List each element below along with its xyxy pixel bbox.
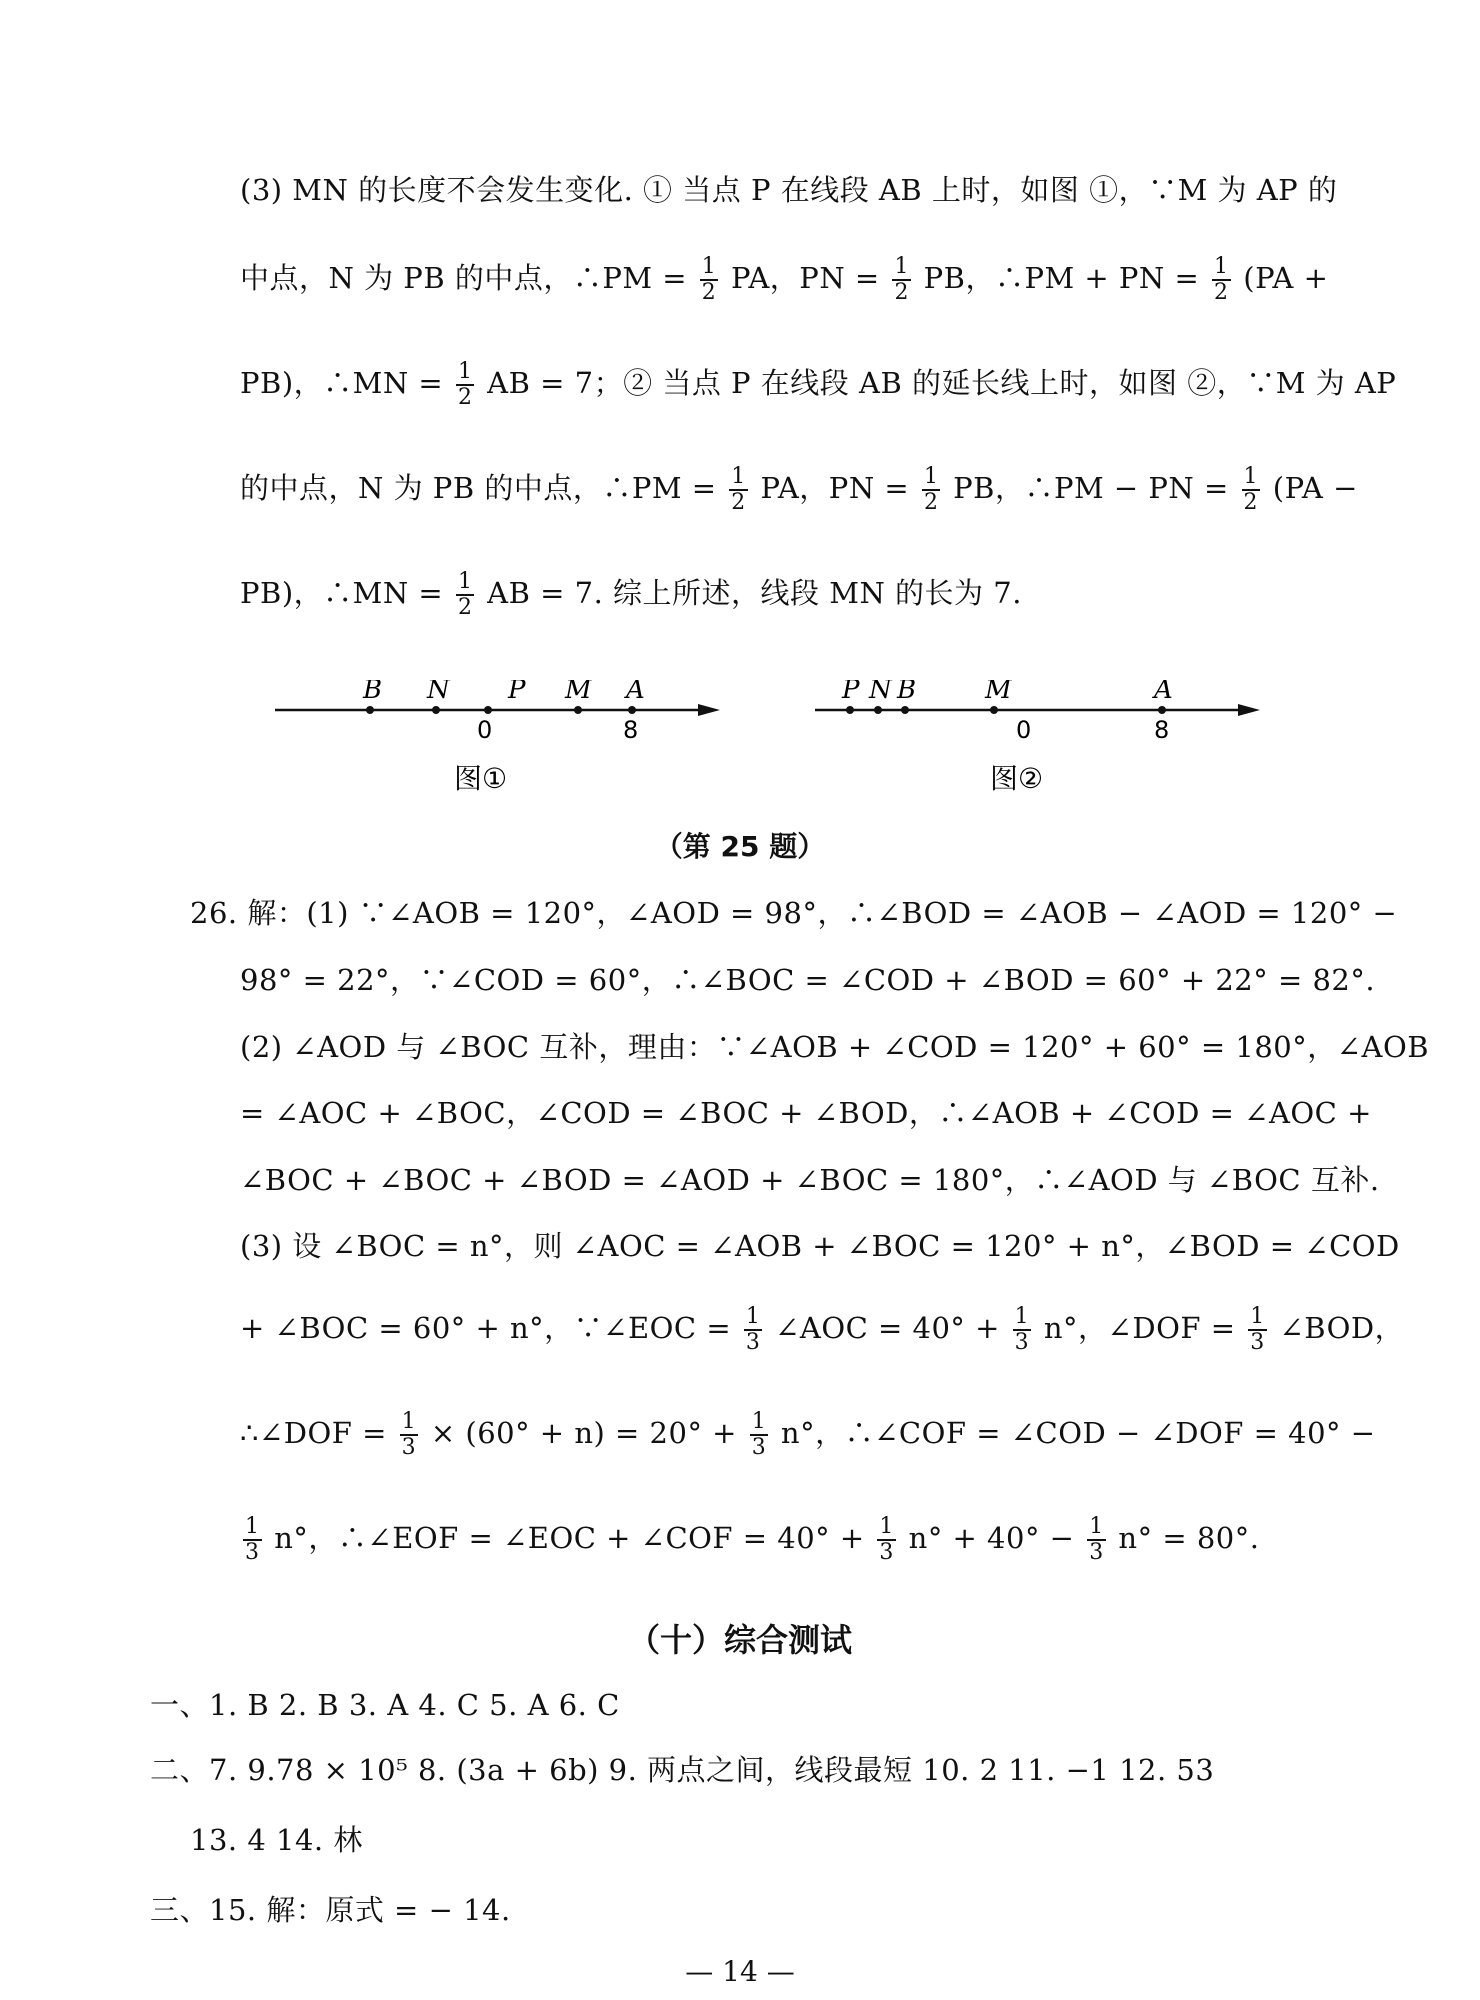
text: n° = 80°. [1118, 1521, 1260, 1555]
tick-8: 8 [623, 716, 639, 744]
p26-line-7 [240, 1305, 1404, 1355]
fraction-half: $\frac{1}{2}$ [1214, 254, 1229, 305]
point-B [366, 706, 374, 714]
fraction-third: $\frac{1}{3}$ [245, 1514, 260, 1565]
text: PB，∴PM + PN = [923, 261, 1200, 295]
text: PB)，∴MN = [240, 366, 444, 400]
fraction-half: $\frac{1}{2}$ [894, 254, 909, 305]
text: PA，PN = [731, 261, 880, 295]
text: ∠AOC = 40° + [775, 1311, 1000, 1345]
fraction-half: $\frac{1}{2}$ [923, 464, 939, 515]
point-P [484, 706, 492, 714]
text: n° + 40° − [908, 1521, 1075, 1555]
fraction-third: $\frac{1}{3}$ [401, 1409, 417, 1460]
text: ∠BOD， [1279, 1311, 1405, 1345]
text: n°，∠DOF = [1043, 1311, 1236, 1345]
fraction-half: $\frac{1}{2}$ [1243, 464, 1259, 515]
label-P: P [842, 680, 860, 705]
text: PA，PN = [760, 471, 910, 505]
text: × (60° + n) = 20° + [430, 1416, 737, 1450]
text: PB，∴PM − PN = [953, 471, 1229, 505]
figure-1-caption: 图① [454, 762, 508, 795]
figure-2-number-line [810, 680, 1270, 810]
label-N: N [869, 680, 892, 705]
label-P: P [508, 680, 526, 705]
p26-line-6: (3) 设 ∠BOC = n°，则 ∠AOC = ∠AOB + ∠BOC = 120° + n°，∠BOD = ∠COD [240, 1229, 1400, 1263]
fraction-half: $\frac{1}{2}$ [701, 254, 717, 305]
fraction-third: $\frac{1}{3}$ [745, 1304, 761, 1355]
arrow-head [698, 704, 720, 716]
label-A: A [1154, 680, 1173, 705]
tick-8: 8 [1154, 716, 1170, 744]
section-title: （十）综合测试 [627, 1621, 852, 1659]
text: (PA + [1243, 261, 1329, 295]
p26-line-8 [240, 1410, 1376, 1460]
fraction-third: $\frac{1}{3}$ [1014, 1304, 1030, 1355]
figure-1-number-line [270, 680, 730, 810]
point-M [990, 706, 998, 714]
p25-line-4 [240, 465, 1358, 515]
p26-line-3: (2) ∠AOD 与 ∠BOC 互补，理由：∵∠AOB + ∠COD = 120° + 60° = 180°，∠AOB [240, 1030, 1430, 1064]
point-A [1158, 706, 1166, 714]
p26-line-4: = ∠AOC + ∠BOC，∠COD = ∠BOC + ∠BOD，∴∠AOB + ∠COD = ∠AOC + [240, 1096, 1372, 1130]
p26-line-5: ∠BOC + ∠BOC + ∠BOD = ∠AOD + ∠BOC = 180°，∴∠AOD 与 ∠BOC 互补. [240, 1163, 1380, 1197]
tick-0: 0 [1016, 716, 1032, 744]
text: 中点，N 为 PB 的中点，∴PM = [240, 261, 688, 295]
p26-line-9 [240, 1515, 1259, 1565]
label-N: N [427, 680, 450, 705]
text: AB = 7；② 当点 P 在线段 AB 的延长线上时，如图 ②，∵M 为 AP [487, 366, 1397, 400]
fraction-half: $\frac{1}{2}$ [457, 359, 473, 410]
point-B [901, 706, 909, 714]
p26-line-2: 98° = 22°，∵∠COD = 60°，∴∠BOC = ∠COD + ∠BOD = 60° + 22° = 82°. [240, 963, 1376, 997]
text: (PA − [1272, 471, 1358, 505]
text: PB)，∴MN = [240, 576, 444, 610]
tick-0: 0 [477, 716, 493, 744]
label-B: B [363, 680, 383, 705]
text: 的中点，N 为 PB 的中点，∴PM = [240, 471, 717, 505]
answers-part-3: 三、15. 解：原式 = − 14. [150, 1893, 511, 1927]
page-number: — 14 — [685, 1955, 795, 1988]
point-M [574, 706, 582, 714]
point-P [846, 706, 854, 714]
fraction-third: $\frac{1}{3}$ [1250, 1304, 1265, 1355]
fraction-half: $\frac{1}{2}$ [731, 464, 746, 515]
text: n°，∴∠EOF = ∠EOC + ∠COF = 40° + [274, 1521, 865, 1555]
label-A: A [626, 680, 645, 705]
text: ∴∠DOF = [240, 1416, 387, 1450]
p25-line-2 [240, 255, 1328, 305]
figure-2-caption: 图② [990, 762, 1044, 795]
p25-line-5 [240, 570, 1022, 620]
text: n°，∴∠COF = ∠COD − ∠DOF = 40° − [780, 1416, 1376, 1450]
label-M: M [985, 680, 1012, 705]
answers-part-2-cont: 13. 4 14. 林 [190, 1823, 363, 1857]
label-B: B [897, 680, 917, 705]
point-A [628, 706, 636, 714]
question-25-caption: （第 25 题） [654, 830, 826, 863]
text: + ∠BOC = 60° + n°，∵∠EOC = [240, 1311, 732, 1345]
answers-part-1: 一、1. B 2. B 3. A 4. C 5. A 6. C [150, 1688, 620, 1722]
point-N [874, 706, 882, 714]
fraction-third: $\frac{1}{3}$ [879, 1514, 894, 1565]
fraction-third: $\frac{1}{3}$ [1089, 1514, 1104, 1565]
answers-part-2: 二、7. 9.78 × 10⁵ 8. (3a + 6b) 9. 两点之间，线段最短 10. 2 11. −1 12. 53 [150, 1753, 1215, 1787]
fraction-third: $\frac{1}{3}$ [751, 1409, 767, 1460]
p25-line-3 [240, 360, 1396, 410]
label-M: M [565, 680, 592, 705]
p25-line-1: (3) MN 的长度不会发生变化. ① 当点 P 在线段 AB 上时，如图 ①，∵M 为 AP 的 [240, 173, 1338, 207]
fraction-half: $\frac{1}{2}$ [457, 569, 473, 620]
arrow-head [1238, 704, 1260, 716]
p26-line-1: 26. 解：(1) ∵∠AOB = 120°，∠AOD = 98°，∴∠BOD = ∠AOB − ∠AOD = 120° − [190, 896, 1398, 930]
text: AB = 7. 综上所述，线段 MN 的长为 7. [487, 576, 1022, 610]
point-N [432, 706, 440, 714]
